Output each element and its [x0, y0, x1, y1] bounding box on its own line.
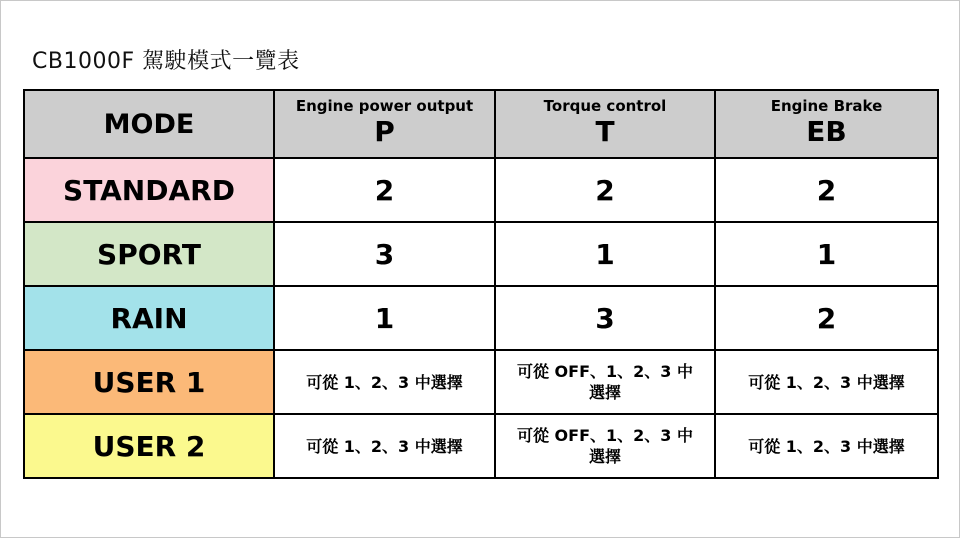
value-cell-power: [274, 158, 495, 222]
table-header-row: [24, 90, 938, 158]
header-mode-label: MODE: [103, 108, 195, 140]
header-power-abbr: P: [374, 115, 395, 148]
mode-cell-sport: [24, 222, 274, 286]
table-row-user2: [24, 414, 938, 478]
value-text: 可從 1、2、3 中選擇: [306, 372, 463, 392]
value-text: 可從 OFF、1、2、3 中選擇: [516, 426, 693, 466]
value-cell-engine-brake: [715, 286, 938, 350]
header-power-label: Engine power output: [295, 97, 474, 115]
header-torque: [495, 90, 715, 158]
value-cell-torque: [495, 158, 715, 222]
table-row-standard: [24, 158, 938, 222]
mode-cell-standard: [24, 158, 274, 222]
mode-cell-rain: [24, 286, 274, 350]
mode-name: STANDARD: [63, 173, 235, 207]
value-text: 3: [374, 237, 395, 271]
value-text: 可從 1、2、3 中選擇: [748, 436, 905, 456]
value-text: 3: [595, 301, 615, 335]
header-mode: [24, 90, 274, 158]
value-cell-power: [274, 286, 495, 350]
mode-name: RAIN: [110, 301, 188, 335]
value-text: 1: [595, 237, 615, 271]
value-cell-torque: [495, 350, 715, 414]
value-cell-torque: [495, 222, 715, 286]
table-row-rain: [24, 286, 938, 350]
header-torque-label: Torque control: [543, 97, 667, 115]
header-engine-brake: [715, 90, 938, 158]
value-cell-torque: [495, 414, 715, 478]
header-engine-brake-label: Engine Brake: [770, 97, 883, 115]
page-title: CB1000F 駕駛模式一覽表: [32, 49, 300, 74]
header-power: [274, 90, 495, 158]
value-text: 1: [816, 237, 837, 271]
value-cell-engine-brake: [715, 414, 938, 478]
value-text: 1: [374, 301, 395, 335]
value-text: 2: [816, 301, 837, 335]
value-cell-engine-brake: [715, 158, 938, 222]
header-engine-brake-abbr: EB: [806, 115, 847, 148]
mode-name: USER 2: [92, 429, 206, 463]
value-cell-engine-brake: [715, 350, 938, 414]
value-cell-torque: [495, 286, 715, 350]
header-torque-abbr: T: [595, 115, 615, 148]
table-row-user1: [24, 350, 938, 414]
mode-name: USER 1: [92, 365, 206, 399]
value-cell-engine-brake: [715, 222, 938, 286]
value-cell-power: [274, 414, 495, 478]
riding-mode-table: [23, 89, 939, 479]
value-text: 2: [816, 173, 837, 207]
value-text: 可從 1、2、3 中選擇: [748, 372, 905, 392]
mode-cell-user2: [24, 414, 274, 478]
mode-name: SPORT: [97, 237, 201, 271]
table-row-sport: [24, 222, 938, 286]
value-cell-power: [274, 222, 495, 286]
value-cell-power: [274, 350, 495, 414]
value-text: 可從 OFF、1、2、3 中選擇: [516, 362, 693, 402]
value-text: 可從 1、2、3 中選擇: [306, 436, 463, 456]
value-text: 2: [595, 173, 615, 207]
mode-cell-user1: [24, 350, 274, 414]
value-text: 2: [374, 173, 395, 207]
